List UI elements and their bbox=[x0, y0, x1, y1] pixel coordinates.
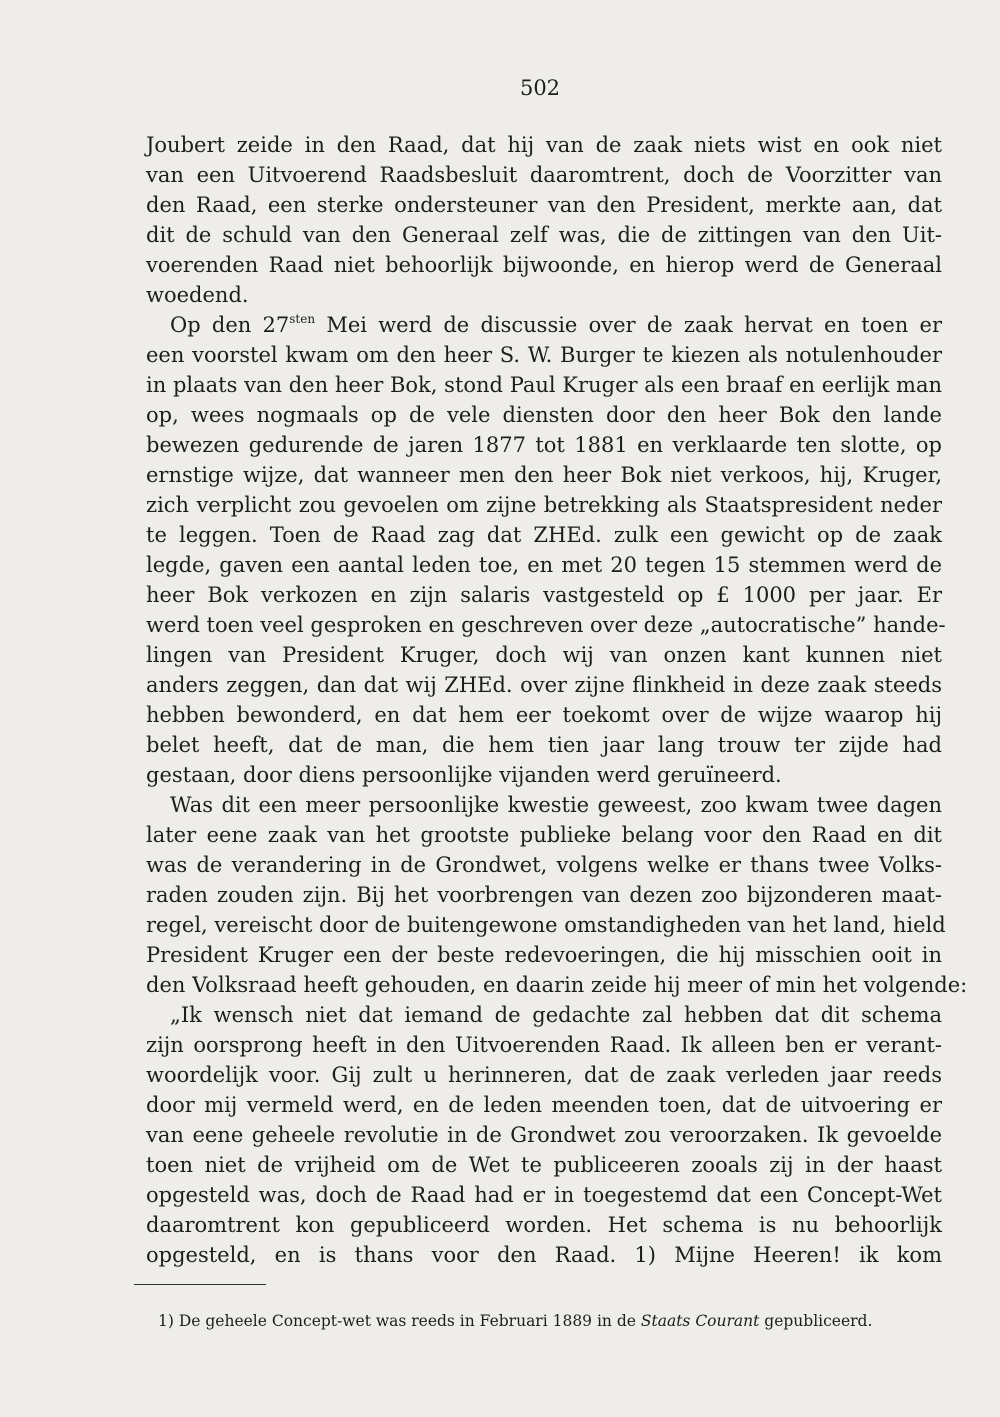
text-line: belet heeft, dat de man, die hem tien jaar lang trouw ter zijde had bbox=[146, 733, 942, 757]
text-line: Was dit een meer persoonlijke kwestie geweest, zoo kwam twee dagen bbox=[170, 793, 942, 817]
text-line: van eene geheele revolutie in de Grondwet zou veroorzaken. Ik gevoelde bbox=[146, 1123, 942, 1147]
text-line: later eene zaak van het grootste publieke belang voor den Raad en dit bbox=[146, 823, 942, 847]
text-line: een voorstel kwam om den heer S. W. Burger te kiezen als notulenhouder bbox=[146, 343, 942, 367]
text-line: anders zeggen, dan dat wij ZHEd. over zijne flinkheid in deze zaak steeds bbox=[146, 673, 942, 697]
footnote-divider bbox=[134, 1284, 266, 1285]
text-line: was de verandering in de Grondwet, volgens welke er thans twee Volks- bbox=[146, 853, 942, 877]
text-line: ernstige wijze, dat wanneer men den heer Bok niet verkoos, hij, Kruger, bbox=[146, 463, 942, 487]
text-line: heer Bok verkozen en zijn salaris vastgesteld op £ 1000 per jaar. Er bbox=[146, 583, 942, 607]
text-line: daaromtrent kon gepubliceerd worden. Het schema is nu behoorlijk bbox=[146, 1213, 942, 1237]
text-line: op, wees nogmaals op de vele diensten door den heer Bok den lande bbox=[146, 403, 942, 427]
text-line: „Ik wensch niet dat iemand de gedachte zal hebben dat dit schema bbox=[170, 1003, 942, 1027]
text-line: Joubert zeide in den Raad, dat hij van de zaak niets wist en ook niet bbox=[146, 133, 942, 157]
footnote-italic: Staats Courant bbox=[640, 1312, 760, 1330]
text-line: woedend. bbox=[146, 283, 249, 307]
footnote bbox=[158, 1312, 928, 1330]
text-line: opgesteld, en is thans voor den Raad. 1) Mijne Heeren! ik kom bbox=[146, 1243, 942, 1267]
text-line: bewezen gedurende de jaren 1877 tot 1881 en verklaarde ten slotte, op bbox=[146, 433, 942, 457]
footnote-prefix: 1) De geheele Concept-wet was reeds in Februari 1889 in de bbox=[158, 1312, 641, 1330]
paragraph bbox=[146, 130, 942, 310]
text-line: van een Uitvoerend Raadsbesluit daaromtrent, doch de Voorzitter van bbox=[146, 163, 942, 187]
text-line: door mij vermeld werd, en de leden meenden toen, dat de uitvoering er bbox=[146, 1093, 942, 1117]
paragraph bbox=[146, 1000, 942, 1270]
text-line: voerenden Raad niet behoorlijk bijwoonde, en hierop werd de Generaal bbox=[146, 253, 942, 277]
text-line: lingen van President Kruger, doch wij van onzen kant kunnen niet bbox=[146, 643, 942, 667]
text-line: regel, vereischt door de buitengewone omstandigheden van het land, hield bbox=[146, 913, 946, 937]
text-line: den Volksraad heeft gehouden, en daarin zeide hij meer of min het volgende: bbox=[146, 973, 968, 997]
superscript: sten bbox=[289, 312, 316, 326]
text-line: dit de schuld van den Generaal zelf was, die de zittingen van den Uit- bbox=[146, 223, 942, 247]
text-line: raden zouden zijn. Bij het voorbrengen van dezen zoo bijzonderen maat- bbox=[146, 883, 942, 907]
text-line: in plaats van den heer Bok, stond Paul Kruger als een braaf en eerlijk man bbox=[146, 373, 942, 397]
text-line: zijn oorsprong heeft in den Uitvoerenden Raad. Ik alleen ben er verant- bbox=[146, 1033, 942, 1057]
text-line: Op den $27^{sten}$ Mei werd de discussie over de zaak hervat en toen er bbox=[170, 312, 942, 337]
text-line: legde, gaven een aantal leden toe, en met 20 tegen 15 stemmen werd de bbox=[146, 553, 942, 577]
text-line: toen niet de vrijheid om de Wet te publiceeren zooals zij in der haast bbox=[146, 1153, 942, 1177]
text-line: opgesteld was, doch de Raad had er in toegestemd dat een Concept-Wet bbox=[146, 1183, 942, 1207]
text-line: President Kruger een der beste redevoeringen, die hij misschien ooit in bbox=[146, 943, 942, 967]
text-line: den Raad, een sterke ondersteuner van den President, merkte aan, dat bbox=[146, 193, 942, 217]
text-line: gestaan, door diens persoonlijke vijanden werd geruïneerd. bbox=[146, 763, 782, 787]
text-line: hebben bewonderd, en dat hem eer toekomt over de wijze waarop hij bbox=[146, 703, 942, 727]
body-text bbox=[146, 130, 968, 1270]
paragraph bbox=[146, 790, 968, 1000]
page-number: 502 bbox=[519, 76, 561, 100]
paragraph bbox=[146, 310, 946, 790]
text-line: werd toen veel gesproken en geschreven over deze „autocratische” hande- bbox=[146, 613, 946, 637]
text-line: woordelijk voor. Gij zult u herinneren, dat de zaak verleden jaar reeds bbox=[146, 1063, 942, 1087]
text-line: zich verplicht zou gevoelen om zijne betrekking als Staatspresident neder bbox=[146, 493, 942, 517]
footnote-suffix: gepubliceerd. bbox=[759, 1312, 873, 1330]
text-line: te leggen. Toen de Raad zag dat ZHEd. zulk een gewicht op de zaak bbox=[146, 523, 942, 547]
